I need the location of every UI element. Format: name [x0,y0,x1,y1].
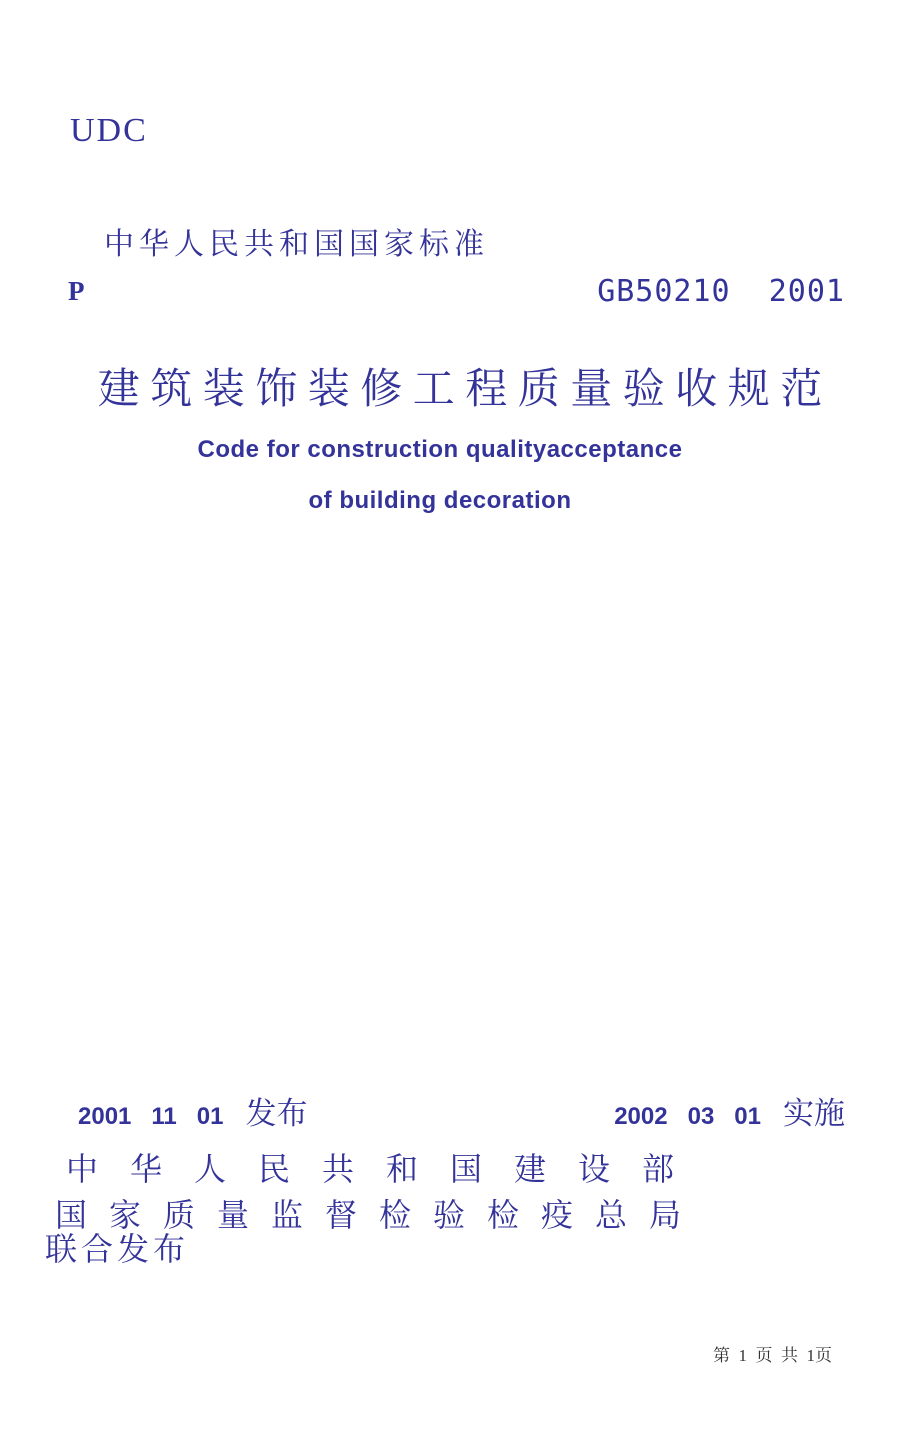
effective-date-row [614,1088,845,1133]
document-title-chinese: 建 筑 装 饰 装 修 工 程 质 量 验 收 规 范 [97,367,823,413]
issuer-quality-supervision-bureau: 国 家 质 量 监 督 检 验 检 疫 总 局 [55,1197,682,1233]
issue-date-row [78,1088,307,1133]
joint-issue-label: 联合发布 [45,1231,190,1267]
effective-label: 实施 [783,1096,845,1131]
issue-label: 发布 [245,1096,308,1131]
udc-label: UDC [70,112,148,149]
classification-code: P [68,276,85,306]
effective-date: 2002 03 01 [614,1103,761,1130]
document-title-english-line2: of building decoration [308,487,572,514]
page-number-footer: 第 1 页 共 1页 [713,1346,832,1365]
issuer-ministry-of-construction: 中 华 人 民 共 和 国 建 设 部 [66,1151,675,1187]
document-title-english-line1: Code for construction qualityacceptance [197,436,683,463]
issue-date: 2001 11 01 [78,1103,224,1130]
national-standard-header: 中华人民共和国国家标准 [104,228,489,261]
standard-number: GB50210 2001 [597,274,845,309]
